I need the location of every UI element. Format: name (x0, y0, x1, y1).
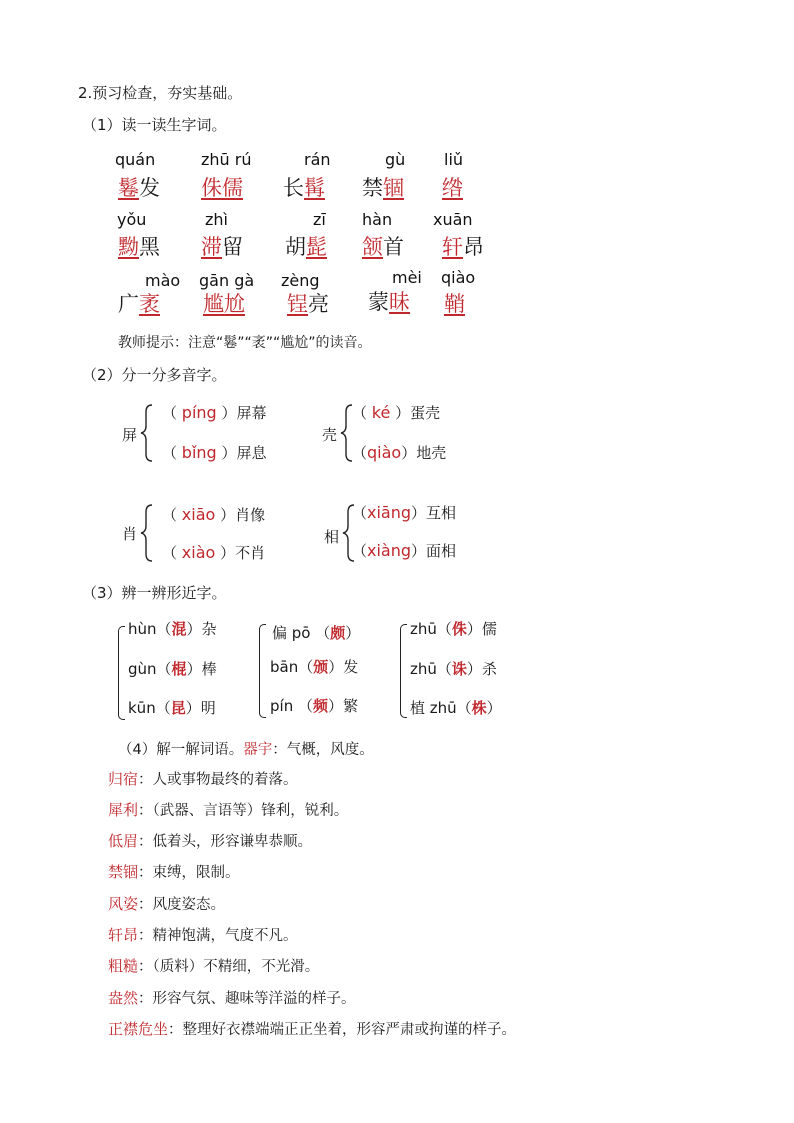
vocab-word: 广袤 (118, 292, 160, 316)
polyphone-char: 屏 (122, 426, 138, 444)
vocab-word: 侏儒 (201, 176, 243, 200)
polyphone-char: 壳 (322, 426, 338, 444)
definition-item: 禁锢：束缚，限制。 (108, 863, 240, 881)
similar-item: hùn（混）杂 (128, 620, 217, 638)
similar-item: 植 zhū（株） (410, 699, 502, 717)
vocab-pinyin: zhū rú (201, 150, 252, 169)
polyphone-item: （qiào）地壳 (352, 443, 447, 462)
vocab-word: 绺 (442, 176, 463, 200)
definition-item: 轩昂：精神饱满，气度不凡。 (108, 926, 298, 944)
vocab-word: 鞘 (444, 292, 465, 316)
similar-item: bān（颁）发 (270, 658, 359, 676)
vocab-word: 胡髭 (285, 235, 327, 259)
vocab-pinyin: zī (313, 210, 326, 229)
brace-icon (140, 504, 154, 562)
polyphone-item: （ ké ）蛋壳 (352, 403, 441, 422)
similar-item: pín （频）繁 (270, 697, 358, 715)
vocab-pinyin: gān gà (199, 271, 255, 290)
similar-item: zhū（侏）儒 (410, 620, 497, 638)
polyphone-item: （xiàng）面相 (352, 541, 457, 560)
part1-title: （1）读一读生字词。 (82, 116, 227, 134)
vocab-pinyin: mèi (392, 268, 422, 287)
polyphone-item: （ xiào ）不肖 (162, 543, 266, 562)
similar-item: 偏 pō （颇） (272, 624, 361, 642)
polyphone-char: 肖 (122, 525, 138, 543)
vocab-word: 轩昂 (442, 235, 484, 259)
teacher-tip: 教师提示：注意“鬈”“袤”“尴尬”的读音。 (118, 335, 372, 351)
vocab-word: 颔首 (362, 235, 404, 259)
brace-icon (140, 404, 154, 462)
definition-item: 归宿：人或事物最终的着落。 (108, 770, 298, 788)
vocab-pinyin: xuān (433, 210, 473, 229)
polyphone-char: 相 (324, 528, 340, 546)
vocab-word: 鬈发 (118, 176, 160, 200)
definition-item: 粗糙：（质料）不精细，不光滑。 (108, 957, 320, 975)
vocab-pinyin: yǒu (117, 210, 147, 229)
similar-item: kūn（昆）明 (128, 699, 216, 717)
part2-title: （2）分一分多音字。 (82, 366, 227, 384)
polyphone-item: （ bǐng ）屏息 (162, 443, 267, 462)
vocab-word: 锃亮 (287, 292, 329, 316)
vocab-word: 长髯 (283, 176, 325, 200)
vocab-pinyin: qiào (441, 268, 476, 287)
vocab-word: 蒙昧 (368, 290, 410, 314)
vocab-word: 禁锢 (362, 176, 404, 200)
definition-item: 盎然：形容气氛、趣味等洋溢的样子。 (108, 989, 356, 1007)
similar-item: zhū（诛）杀 (410, 660, 497, 678)
vocab-pinyin: mào (145, 271, 181, 290)
vocab-word: 尴尬 (203, 292, 245, 316)
similar-item: gùn（棍）棒 (128, 660, 217, 678)
vocab-pinyin: gù (385, 150, 406, 169)
part4-title-line: （4）解一解词语。器宇：气概，风度。 (118, 742, 374, 758)
bracket-icon (259, 624, 266, 718)
part3-title: （3）辨一辨形近字。 (82, 584, 227, 602)
vocab-pinyin: rán (304, 150, 331, 169)
definition-item: 低眉：低着头，形容谦卑恭顺。 (108, 832, 313, 850)
polyphone-item: （xiāng）互相 (352, 503, 457, 522)
vocab-pinyin: quán (115, 150, 156, 169)
polyphone-item: （ xiāo ）肖像 (162, 505, 266, 524)
definition-item: 犀利：（武器、言语等）锋利，锐利。 (108, 801, 349, 819)
section-heading: 2.预习检查，夯实基础。 (78, 84, 243, 102)
bracket-icon (118, 626, 125, 720)
vocab-pinyin: liǔ (444, 150, 464, 169)
polyphone-item: （ píng ）屏幕 (162, 403, 267, 422)
bracket-icon (400, 624, 407, 718)
vocab-pinyin: zèng (281, 271, 320, 290)
vocab-pinyin: hàn (362, 210, 393, 229)
vocab-word: 黝黑 (118, 235, 160, 259)
vocab-pinyin: zhì (205, 210, 228, 229)
vocab-word: 滞留 (201, 235, 243, 259)
definition-item: 正襟危坐：整理好衣襟端端正正坐着，形容严肃或拘谨的样子。 (108, 1020, 517, 1038)
definition-item: 风姿：风度姿态。 (108, 895, 226, 913)
